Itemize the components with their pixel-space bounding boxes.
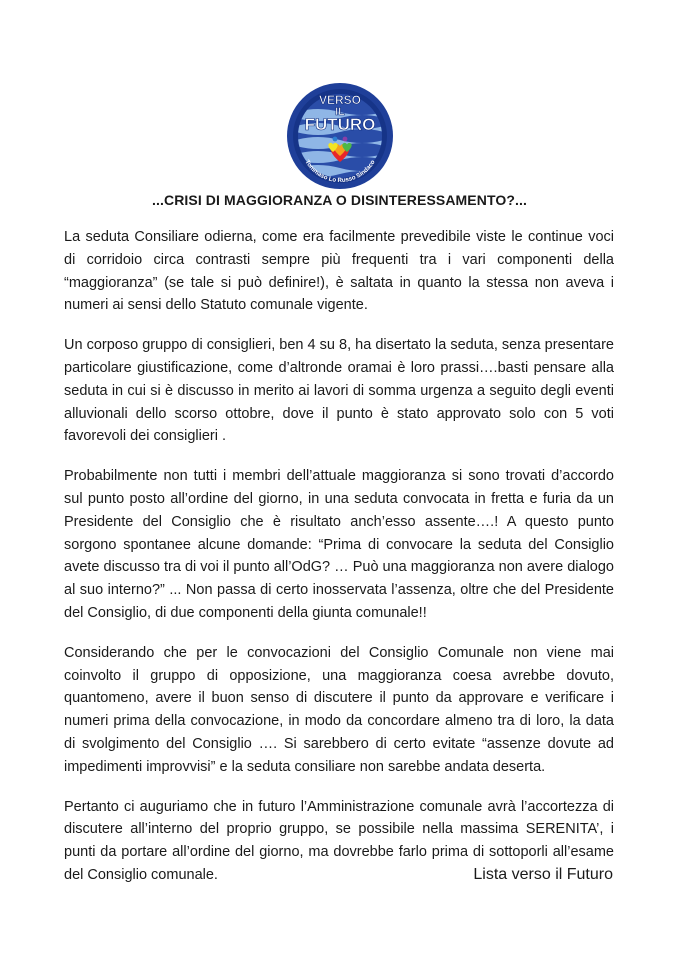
logo-line-il: IL [335,106,345,118]
document-body [64,226,614,904]
party-logo [286,82,394,190]
paragraph-1: La seduta Consiliare odierna, come era facilmente prevedibile viste le continue voci di corridoio circa contrasti sempre più frequenti tra i vari componenti della “maggioranza” (se tale si può definire!), è saltata in quanto la stessa non aveva i numeri ai sensi dello Statuto comunale vigente. [64,229,614,314]
logo-line-verso: VERSO [318,93,362,107]
paragraph-5: Pertanto ci auguriamo che in futuro l’Amministrazione comunale avrà l’accortezza di discutere all’interno del proprio gruppo, se possibile nella massima SERENITA’, i punti da portare all’ordine del giorno, ma dovrebbe farlo prima di sottoporli all’esame del Consiglio comunale. [64,798,614,883]
logo-line-futuro: FUTURO [304,115,376,134]
paragraph-3: Probabilmente non tutti i membri dell’attuale maggioranza si sono trovati d’accordo sul punto posto all’ordine del giorno, in una seduta convocata in fretta e furia da un Presidente del Consiglio che è risultato anch’esso assente….! A questo punto sorgono spontanee alcune domande: “Prima di convocare la seduta del Consiglio avete discusso tra di voi il punto all’OdG? … Può una maggioranza non avere dialogo al suo interno?” ... Non passa di certo inosservata l’assenza, oltre che del Presidente del Consiglio, di due componenti della giunta comunale!! [64,468,614,621]
logo-ring-text: Tommaso Lo Russo Sindaco [303,158,377,185]
party-logo-graphic [286,82,394,190]
paragraph-4: Considerando che per le convocazioni del Consiglio Comunale non viene mai coinvolto il gruppo di opposizione, una maggioranza coesa avrebbe dovuto, quantomeno, avere il buon senso di discutere il punto da approvare e verificare i numeri prima della convocazione, in modo da concordare almeno tra di loro, la data di svolgimento del Consiglio …. Si sarebbero di certo evitate “assenze dovute ad impedimenti improvvisi” e la seduta consiliare non sarebbe andata deserta. [64,644,614,775]
signature: Lista verso il Futuro [473,866,613,883]
document-heading: ...CRISI DI MAGGIORANZA O DISINTERESSAMENTO?... [152,192,527,208]
paragraph-2: Un corposo gruppo di consiglieri, ben 4 su 8, ha disertato la seduta, senza presentare particolare giustificazione, come d’altronde oramai è loro prassi….basti pensare alla seduta in cui si è discusso in merito ai lavori di somma urgenza a seguito degli eventi alluvionali dello scorso ottobre, dove il punto è stato approvato solo con 5 voti favorevoli dei consiglieri . [64,337,614,445]
